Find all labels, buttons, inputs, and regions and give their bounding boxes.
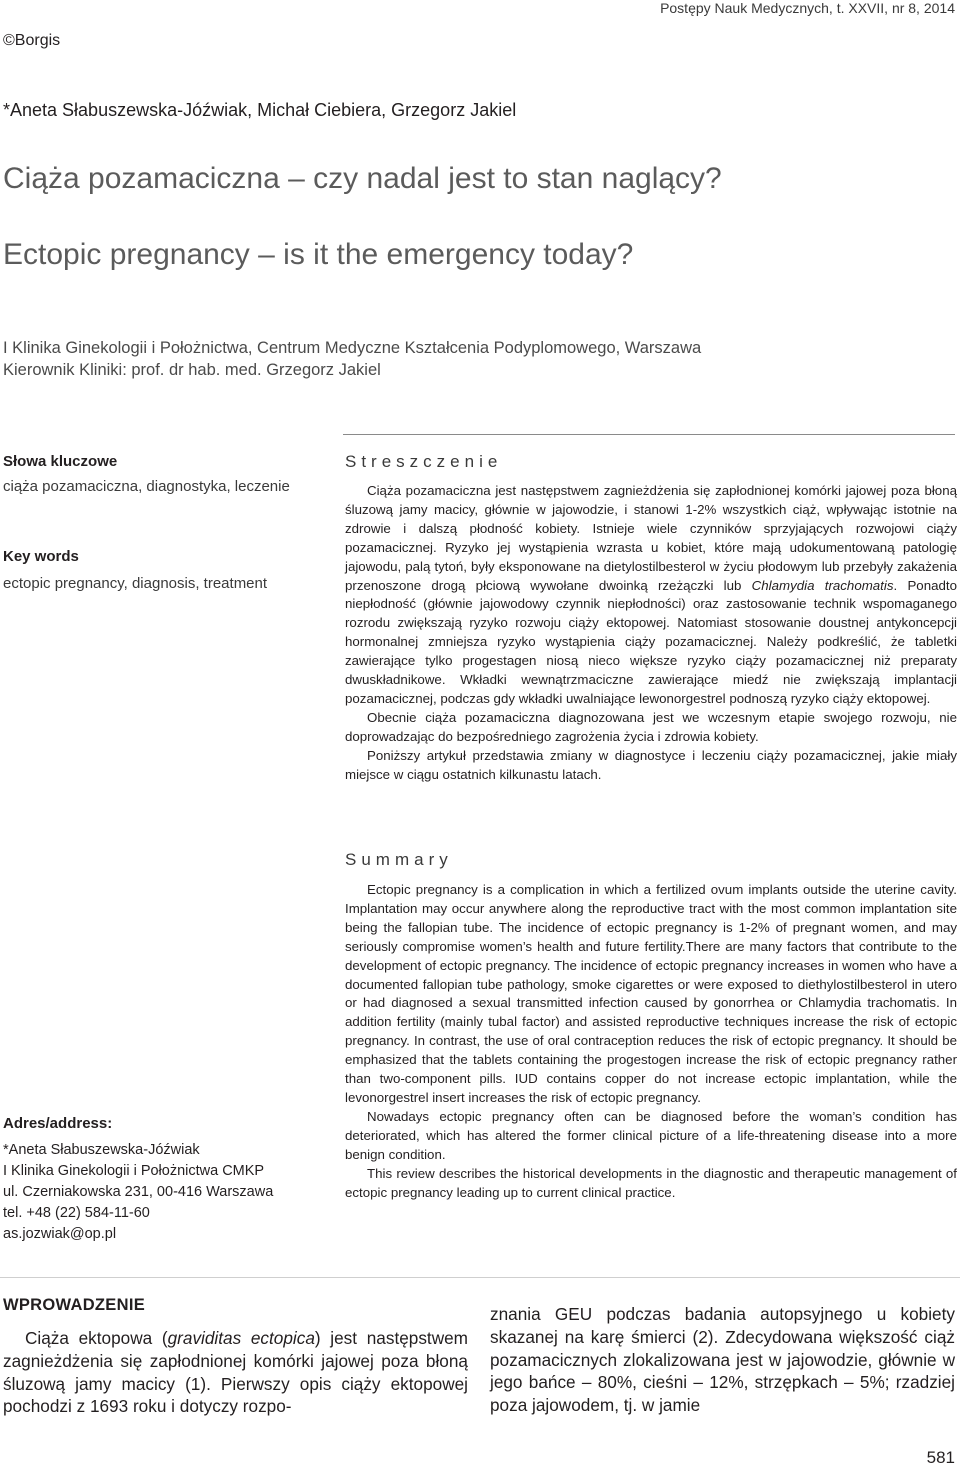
streszczenie-heading: Streszczenie (345, 452, 503, 471)
summary-body (345, 881, 957, 1202)
address-street: ul. Czerniakowska 231, 00-416 Warszawa (3, 1184, 274, 1200)
page-number: 581 (926, 1448, 955, 1467)
streszczenie-body (345, 482, 957, 785)
summary-paragraph-2: Nowadays ectopic pregnancy often can be diagnosed before the woman’s condition has deteriorated, which has altered the former clinical picture of a life-threatening disease into a more benign condition. (345, 1108, 957, 1162)
address-institution: I Klinika Ginekologii i Położnictwa CMKP (3, 1163, 265, 1179)
keywords-pl-heading: Słowa kluczowe (3, 453, 118, 470)
intro-col1-part-b: ) jest następstwem zagnieżdżenia się zapłodnionej komórki jajowej poza błoną śluzową jamy macicy (1). Pierwszy opis ciąży ektopowej pochodzi z 1693 roku i dotyczy rozpo- (3, 1328, 468, 1417)
address-heading: Adres/address: (3, 1115, 113, 1132)
streszczenie-paragraph-2: Obecnie ciąża pozamaciczna diagnozowana jest we wczesnym etapie swojego rozwoju, nie doprowadzając do bezpośredniego zagrożenia życia i zdrowia kobiety. (345, 709, 957, 744)
affiliation-head: Kierownik Kliniki: prof. dr hab. med. Grzegorz Jakiel (3, 361, 381, 379)
introduction-heading: WPROWADZENIE (3, 1296, 146, 1314)
summary-paragraph-1: Ectopic pregnancy is a complication in which a fertilized ovum implants outside the uterine cavity. Implantation may occur anywhere along the reproductive tract with the most common implantation site being the fallopian tube. The incidence of ectopic pregnancy is 1-2% of pregnant women, and may seriously compromise women’s health and future fertility.There are many factors that contribute to the development of ectopic pregnancy. The incidence of ectopic pregnancy increases in women who have a documented fallopian tube pathology, smoke cigarettes or were exposed to diethylostilbesterol in utero or had diagnosed a sexual transmitted infection caused by gonorrhea or Chlamydia trachomatis. In addition fertility (mainly tubal factor) and assisted reproductive techniques increase the risk of ectopic pregnancy. In contrast, the use of oral contraception reduces the risk of ectopic pregnancy. It should be emphasized that the tablets containing the progestogen increase the risk of ectopic pregnancy rather than two-component pills. IUD contains copper do not increase ectopic implantation, while the levonorgestrel insert increases the risk of ectopic pregnancy. (345, 882, 957, 1105)
streszczenie-p1-italic: Chlamydia trachomatis (751, 577, 894, 593)
keywords-en-text: ectopic pregnancy, diagnosis, treatment (3, 575, 268, 592)
address-phone: tel. +48 (22) 584-11-60 (3, 1205, 150, 1221)
introduction-column-1 (3, 1327, 468, 1418)
streszczenie-p1-part-b: . Ponadto niepłodność (głównie jajowodowy czynnik niepłodności) oraz zastosowanie technik wspomaganego rozrodu zwiększają ryzyko rozwoju ciąży ektopowej. Natomiast stosowanie doustnej antykoncepcji hormonalnej zmniejsza ryzyko wystąpienia ciąży pozamacicznej. Należy podkreślić, że tabletki zawierające tylko progestagen niosą nieco większe ryzyko ciąży pozamacicznej niż preparaty dwuskładnikowe. Wkładki wewnątrzmaciczne zawierające miedź nie zwiększają implantacji pozamacicznej, podczas gdy wkładki uwalniające lewonorgestrel podnoszą ryzyko ciąży ektopowej. (345, 577, 957, 706)
section-divider (343, 434, 955, 435)
streszczenie-p1-part-a: Ciąża pozamaciczna jest następstwem zagnieżdżenia się zapłodnionej komórki jajowej poza błoną śluzową jamy macicy, głównie w jajowodzie, i stanowi 1-2% wszystkich ciąż, wpływając istotnie na zdrowie i dalszą płodność kobiety. Istnieje wiele czynników sprzyjających rozwojowi ciąży pozamacicznej. Ryzyko jej wystąpienia wzrasta u kobiet, które mają udokumentowaną patologię jajowodu, palą tytoń, były eksponowane na dietylostilbesterol w życiu płodowym lub przebyły zakażenia przenoszone drogą płciową wywołane dwoinką rzeżączki lub (345, 483, 957, 593)
streszczenie-paragraph-1 (345, 482, 957, 709)
introduction-paragraph (3, 1327, 468, 1418)
journal-citation: Postępy Nauk Medycznych, t. XXVII, nr 8, 2014 (660, 0, 955, 16)
affiliation-institution: I Klinika Ginekologii i Położnictwa, Centrum Medyczne Kształcenia Podyplomowego, Warszawa (3, 339, 702, 357)
address-email: as.jozwiak@op.pl (3, 1226, 117, 1242)
keywords-en-heading: Key words (3, 548, 79, 565)
summary-paragraph-3: This review describes the historical developments in the diagnostic and therapeutic management of ectopic pregnancy leading up to current clinical practice. (345, 1165, 957, 1200)
article-title-polish: Ciąża pozamaciczna – czy nadal jest to stan naglący? (3, 162, 722, 195)
correspondence-address (3, 1113, 323, 1245)
keywords-pl-text: ciąża pozamaciczna, diagnostyka, leczenie (3, 478, 290, 495)
affiliation (3, 337, 701, 381)
intro-col1-italic: graviditas ectopica (167, 1328, 315, 1348)
publisher-label: ©Borgis (3, 32, 61, 49)
body-divider (0, 1277, 960, 1278)
introduction-column-2 (490, 1303, 955, 1417)
introduction-continuation: znania GEU podczas badania autopsyjnego u kobiety skazanej na karę śmierci (2). Zdecydowana większość ciąż pozamacicznych zlokalizowana jest w jajowodzie, głównie w jego bańce – 80%, cieśni – 12%, strzępkach – 5%; rzadziej poza jajowodem, tj. w jamie (490, 1304, 955, 1416)
article-title-english: Ectopic pregnancy – is it the emergency today? (3, 238, 634, 271)
streszczenie-paragraph-3: Poniższy artykuł przedstawia zmiany w diagnostyce i leczeniu ciąży pozamacicznej, jakie miały miejsce w ciągu ostatnich kilkunastu latach. (345, 747, 957, 782)
intro-col1-part-a: Ciąża ektopowa ( (25, 1328, 168, 1348)
summary-heading: Summary (345, 850, 453, 869)
address-name: *Aneta Słabuszewska-Jóźwiak (3, 1142, 200, 1158)
article-authors: *Aneta Słabuszewska-Jóźwiak, Michał Ciebiera, Grzegorz Jakiel (3, 100, 517, 120)
